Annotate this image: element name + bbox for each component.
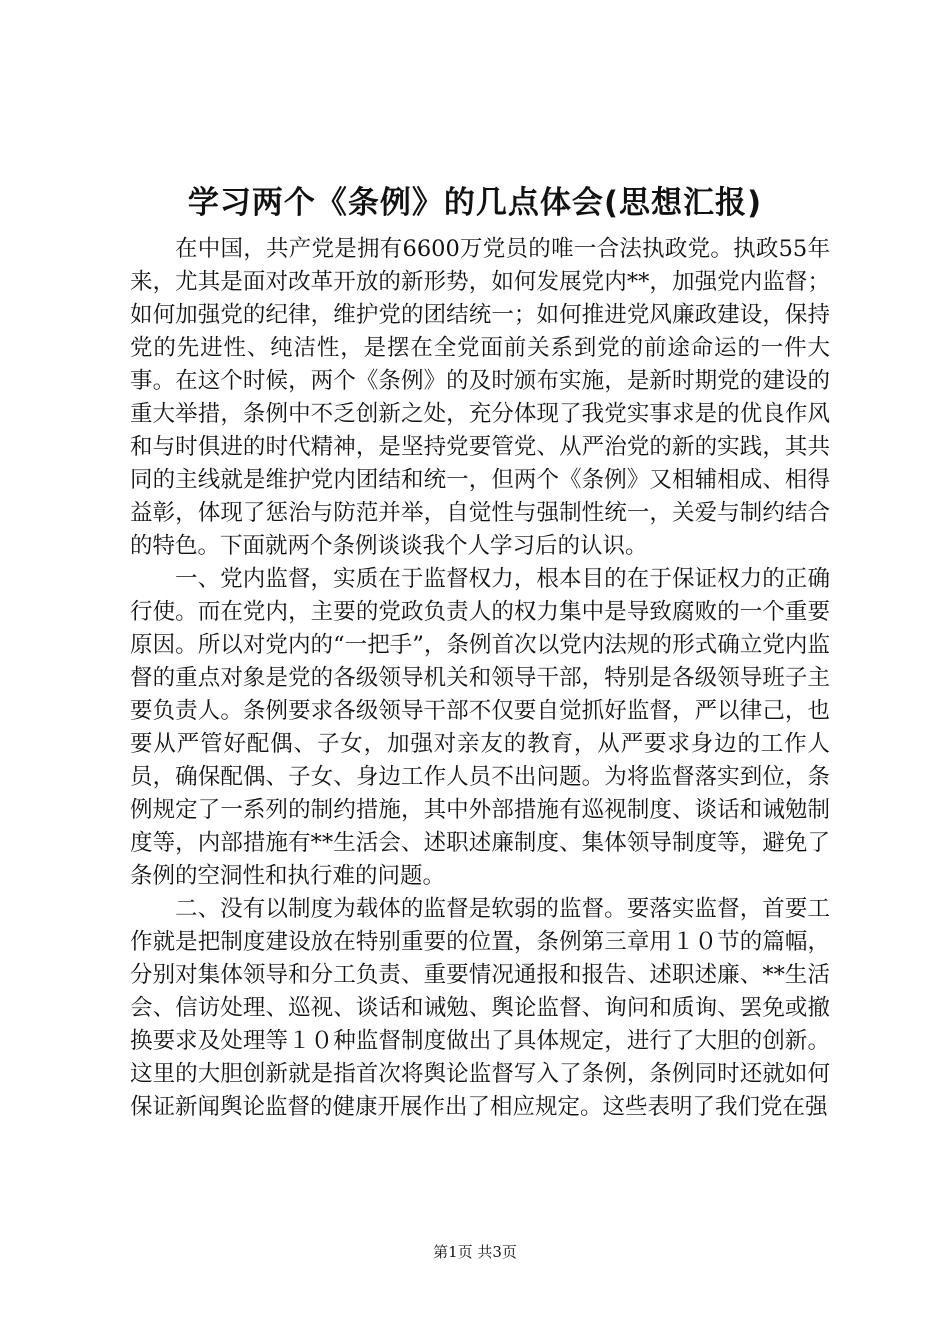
- paragraph-section-one: 一、党内监督，实质在于监督权力，根本目的在于保证权力的正确行使。而在党内，主要的党政负责人的权力集中是导致腐败的一个重要原因。所以对党内的“一把手”，条例首次以党内法规的形式确立党内监督的重点对象是党的各级领导机关和领导干部，特别是各级领导班子主要负责人。条例要求各级领导干部不仅要自觉抓好监督，严以律己，也要从严管好配偶、子女，加强对亲友的教育，从严要求身边的工作人员，确保配偶、子女、身边工作人员不出问题。为将监督落实到位，条例规定了一系列的制约措施，其中外部措施有巡视制度、谈话和诫勉制度等，内部措施有**生活会、述职述廉制度、集体领导制度等，避免了条例的空洞性和执行难的问题。: [130, 566, 830, 889]
- page-footer: [0, 1242, 950, 1262]
- document-body: [130, 233, 830, 1124]
- page-number-indicator: 第1页 共3页: [433, 1243, 517, 1261]
- document-title: 学习两个《条例》的几点体会(思想汇报): [187, 185, 763, 221]
- paragraph-section-two: 二、没有以制度为载体的监督是软弱的监督。要落实监督，首要工作就是把制度建设放在特别重要的位置，条例第三章用１０节的篇幅，分别对集体领导和分工负责、重要情况通报和报告、述职述廉、**生活会、信访处理、巡视、谈话和诫勉、舆论监督、询问和质询、罢免或撤换要求及处理等１０种监督制度做出了具体规定，进行了大胆的创新。这里的大胆创新就是指首次将舆论监督写入了条例，条例同时还就如何保证新闻舆论监督的健康开展作出了相应规定。这些表明了我们党在强: [130, 896, 830, 1120]
- paragraph-intro: 在中国，共产党是拥有6600万党员的唯一合法执政党。执政55年来，尤其是面对改革开放的新形势，如何发展党内**，加强党内监督；如何加强党的纪律，维护党的团结统一；如何推进党风廉政建设，保持党的先进性、纯洁性，是摆在全党面前关系到党的前途命运的一件大事。在这个时候，两个《条例》的及时颁布实施，是新时期党的建设的重大举措，条例中不乏创新之处，充分体现了我党实事求是的优良作风和与时俱进的时代精神，是坚持党要管党、从严治党的新的实践，其共同的主线就是维护党内团结和统一，但两个《条例》又相辅相成、相得益彰，体现了惩治与防范并举，自觉性与强制性统一，关爱与制约结合的特色。下面就两个条例谈谈我个人学习后的认识。: [130, 236, 830, 559]
